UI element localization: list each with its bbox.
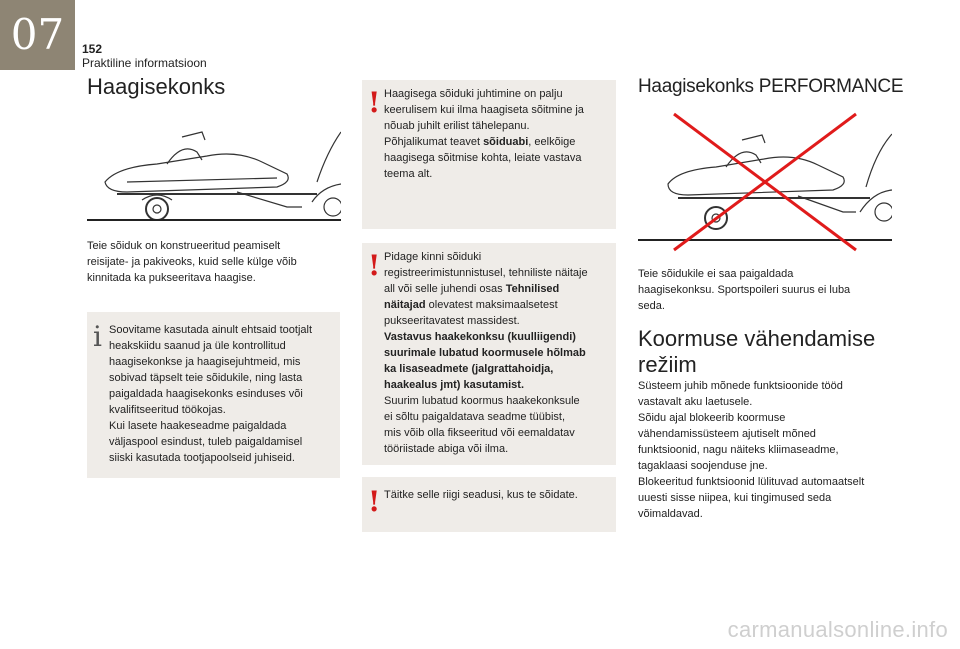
warning-mass-text: Pidage kinni sõiduki registreerimistunnistusel, tehniliste näitaje all või selle juhendi osas Tehnilised näitajad olevatest maksimaalsetest pukseeritavatest massidest. Vastavus haakekonksu (kuulliigendi) suurimale lubatud koormusele hõlmab ka lisaseadmete (jalgrattahoidja, haakealus jmt) kasutamist. Suurim lubatud koormus haakekonksule ei sõltu paigaldatava seadme tüübist, mis võib olla fikseeritud või eemaldatav tööriistade abiga või ilma.	[384, 251, 588, 455]
watermark: carmanualsonline.info	[727, 617, 948, 642]
trailer-intro-text: Teie sõiduk on konstrueeritud peamiselt reisijate- ja pakiveoks, kuid selle külge võib kinnitada ka pukseeritava haagise.	[87, 240, 297, 284]
warning-laws-text: Täitke selle riigi seadusi, kus te sõidate.	[384, 489, 578, 501]
info-box	[87, 312, 340, 478]
warning-box-driving	[362, 80, 616, 229]
warning-driving-text: Haagisega sõiduki juhtimine on palju keerulisem kui ilma haagiseta sõitmine ja nõuab juhilt erilist tähelepanu. Põhjalikumat teavet sõiduabi, eelkõige haagisega sõitmise kohta, leiate vastava teema alt.	[384, 88, 584, 180]
chapter-title: Praktiline informatsioon	[82, 56, 207, 70]
warning-box-laws	[362, 477, 616, 532]
chapter-tab: 07	[0, 0, 75, 70]
performance-text: Teie sõidukile ei saa paigaldada haagisekonksu. Sportspoileri suurus ei luba seda.	[638, 268, 851, 312]
warning-icon: !	[368, 86, 381, 119]
page-number: 152	[82, 42, 103, 56]
prohibited-trailer-icon	[638, 112, 892, 252]
load-reduction-text: Süsteem juhib mõnede funktsioonide tööd vastavalt aku laetusele. Sõidu ajal blokeerib koormuse vähendamissüsteem ajutiselt mõned funktsioonid, nagu näiteks kliimaseadme, tagaklaasi soojenduse jne. Blokeeritud funktsioonid lülituvad automaatselt uuesti sisse niipea, kui tingimused seda võimaldavad.	[638, 380, 865, 520]
section-title-performance: Haagisekonks PERFORMANCE	[638, 76, 904, 97]
info-box-text: Soovitame kasutada ainult ehtsaid tootjalt heakskiidu saanud ja üle kontrollitud haagisekonkse ja haagisejuhtmeid, mis sobivad täpselt teie sõidukile, ning lasta paigaldada haagisekonks esinduses või kvalifitseeritud töökojas. Kui lasete haakeseadme paigaldada väljaspool esindust, tuleb paigaldamisel siiski kasutada tootjapoolseid juhiseid.	[109, 324, 313, 464]
warning-icon: !	[368, 249, 381, 282]
jet-ski-trailer-icon	[87, 112, 341, 227]
warning-box-mass	[362, 243, 616, 465]
warning-icon: !	[368, 485, 381, 518]
section-title-trailer: Haagisekonks	[87, 74, 226, 99]
section-title-load-reduction: Koormuse vähendamise režiim	[638, 326, 876, 377]
info-icon: i	[93, 320, 102, 353]
